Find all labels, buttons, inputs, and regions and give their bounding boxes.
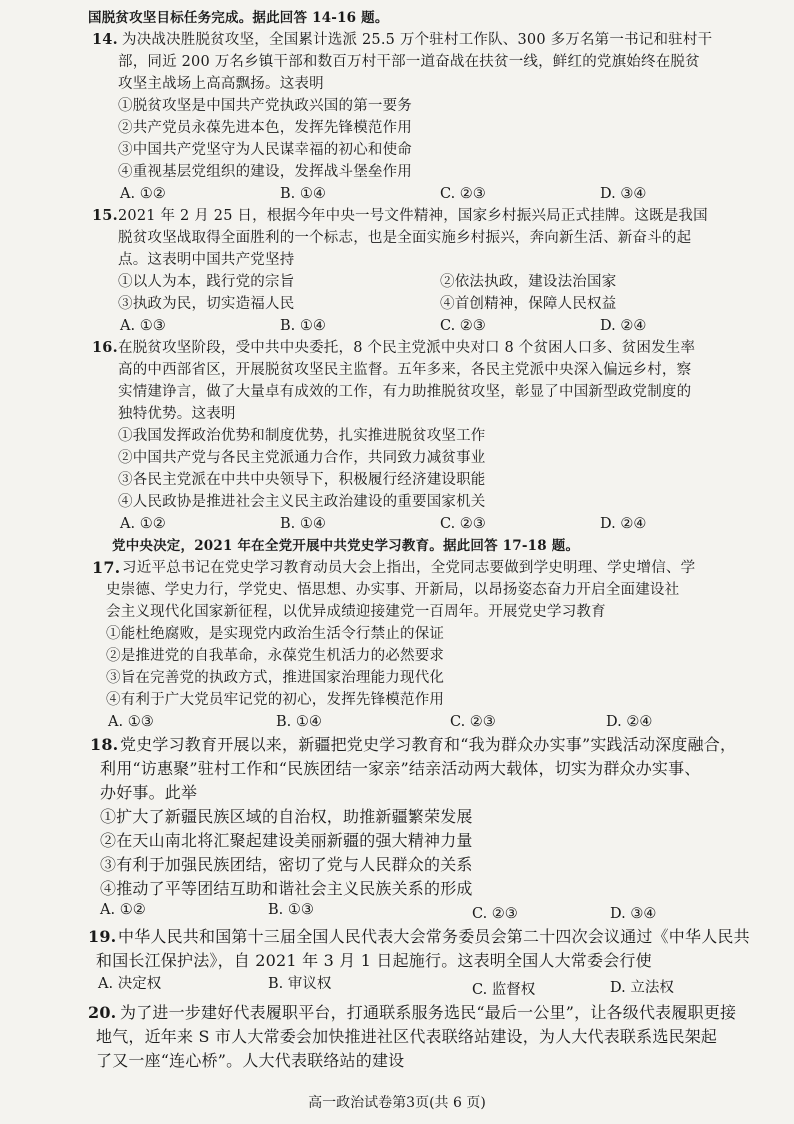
statement-item: ②是推进党的自我革命，永葆党生机活力的必然要求 (106, 648, 445, 664)
option-c: C. ②③ (440, 318, 486, 334)
question-stem-line: 利用“访惠聚”驻村工作和“民族团结一家亲”结亲活动两大载体，切实为群众办实事、 (100, 759, 701, 778)
option-c: C. ②③ (450, 714, 496, 730)
question-number: 17. (92, 558, 121, 577)
option-d: D. ②④ (600, 318, 647, 334)
option-b: B. ①④ (280, 516, 326, 532)
question-stem-line: 实情建诤言，做了大量卓有成效的工作，有力助推脱贫攻坚，彰显了中国新型政党制度的 (118, 384, 692, 400)
question-stem-line: 了又一座“连心桥”。人大代表联络站的建设 (96, 1051, 405, 1070)
question-number: 16. (92, 339, 118, 356)
option-c: C. ②③ (472, 906, 518, 922)
statement-item: ①以人为本，践行党的宗旨 (118, 274, 295, 290)
section-intro-17-18: 党中央决定，2021 年在全党开展中共党史学习教育。据此回答 17-18 题。 (112, 538, 580, 554)
option-a: A. ①② (100, 902, 146, 918)
statement-item: ②共产党员永葆先进本色，发挥先锋模范作用 (118, 120, 412, 136)
question-number: 15. (92, 207, 118, 224)
option-a: A. 决定权 (98, 976, 162, 992)
option-a: A. ①③ (120, 318, 166, 334)
question-stem-line: 地气，近年来 S 市人大常委会加快推进社区代表联络站建设，为人大代表联系选民架起 (96, 1027, 718, 1046)
statement-item: ④有利于广大党员牢记党的初心，发挥先锋模范作用 (106, 692, 445, 708)
statement-item: ①脱贫攻坚是中国共产党执政兴国的第一要务 (118, 98, 412, 114)
statement-item: ④重视基层党组织的建设，发挥战斗堡垒作用 (118, 164, 412, 180)
question-stem-line: 为了进一步建好代表履职平台，打通联系服务选民“最后一公里”，让各级代表履职更接 (120, 1003, 737, 1022)
statement-item: ①能杜绝腐败，是实现党内政治生活令行禁止的保证 (106, 626, 445, 642)
question-number: 14. (92, 31, 118, 48)
option-b: B. ①④ (280, 186, 326, 202)
question-stem-line: 为决战决胜脱贫攻坚，全国累计选派 25.5 万个驻村工作队、300 多万名第一书记和驻村干 (122, 32, 713, 48)
statement-item: ①扩大了新疆民族区域的自治权，助推新疆繁荣发展 (100, 807, 473, 826)
option-d: D. 立法权 (610, 980, 674, 996)
question-stem-line: 和国长江保护法》，自 2021 年 3 月 1 日起施行。这表明全国人大常委会行使 (96, 951, 652, 970)
statement-item: ②在天山南北将汇聚起建设美丽新疆的强大精神力量 (100, 831, 473, 850)
option-b: B. 审议权 (268, 976, 332, 992)
page-footer: 高一政治试卷第3页(共 6 页) (308, 1095, 486, 1111)
question-stem-line: 2021 年 2 月 25 日，根据今年中央一号文件精神，国家乡村振兴局正式挂牌。这既是我国 (118, 208, 708, 224)
question-stem-line: 攻坚主战场上高高飘扬。这表明 (118, 76, 324, 92)
question-stem-line: 部，同近 200 万名乡镇干部和数百万村干部一道奋战在扶贫一线，鲜红的党旗始终在脱贫 (118, 54, 700, 70)
question-number: 18. (90, 735, 119, 754)
statement-item: ③执政为民，切实造福人民 (118, 296, 295, 312)
statement-item: ③旨在完善党的执政方式，推进国家治理能力现代化 (106, 670, 445, 686)
question-stem-line: 党史学习教育开展以来，新疆把党史学习教育和“我为群众办实事”实践活动深度融合， (120, 735, 737, 754)
statement-item: ②依法执政，建设法治国家 (440, 274, 617, 290)
statement-item: ④人民政协是推进社会主义民主政治建设的重要国家机关 (118, 494, 486, 510)
option-a: A. ①② (120, 186, 166, 202)
option-d: D. ②④ (600, 516, 647, 532)
option-a: A. ①③ (108, 714, 154, 730)
question-stem-line: 独特优势。这表明 (118, 406, 236, 422)
option-d: D. ③④ (610, 906, 657, 922)
question-number: 20. (88, 1003, 117, 1022)
question-stem-line: 习近平总书记在党史学习教育动员大会上指出，全党同志要做到学史明理、学史增信、学 (122, 560, 696, 576)
option-d: D. ③④ (600, 186, 647, 202)
question-stem-line: 高的中西部省区，开展脱贫攻坚民主监督。五年多来，各民主党派中央深入偏远乡村，察 (118, 362, 692, 378)
question-stem-line: 史崇德、学史力行，学党史、悟思想、办实事、开新局，以昂扬姿态奋力开启全面建设社 (106, 582, 680, 598)
section-intro-14-16: 国脱贫攻坚目标任务完成。据此回答 14-16 题。 (88, 10, 389, 26)
statement-item: ③有利于加强民族团结，密切了党与人民群众的关系 (100, 855, 473, 874)
question-stem-line: 中华人民共和国第十三届全国人民代表大会常务委员会第二十四次会议通过《中华人民共 (118, 927, 750, 946)
statement-item: ③中国共产党坚守为人民谋幸福的初心和使命 (118, 142, 412, 158)
option-c: C. ②③ (440, 516, 486, 532)
statement-item: ④推动了平等团结互助和谐社会主义民族关系的形成 (100, 879, 473, 898)
statement-item: ③各民主党派在中共中央领导下，积极履行经济建设职能 (118, 472, 486, 488)
option-b: B. ①④ (280, 318, 326, 334)
option-a: A. ①② (120, 516, 166, 532)
statement-item: ②中国共产党与各民主党派通力合作，共同致力减贫事业 (118, 450, 486, 466)
statement-item: ④首创精神，保障人民权益 (440, 296, 617, 312)
option-c: C. 监督权 (472, 982, 536, 998)
question-stem-line: 脱贫攻坚战取得全面胜利的一个标志，也是全面实施乡村振兴，奔向新生活、新奋斗的起 (118, 230, 692, 246)
option-d: D. ②④ (606, 714, 653, 730)
question-stem-line: 会主义现代化国家新征程，以优异成绩迎接建党一百周年。开展党史学习教育 (106, 604, 606, 620)
question-stem-line: 在脱贫攻坚阶段，受中共中央委托，8 个民主党派中央对口 8 个贫困人口多、贫困发生率 (118, 340, 696, 356)
option-c: C. ②③ (440, 186, 486, 202)
option-b: B. ①③ (268, 902, 314, 918)
question-number: 19. (88, 927, 117, 946)
option-b: B. ①④ (276, 714, 322, 730)
question-stem-line: 点。这表明中国共产党坚持 (118, 252, 295, 268)
statement-item: ①我国发挥政治优势和制度优势，扎实推进脱贫攻坚工作 (118, 428, 486, 444)
question-stem-line: 办好事。此举 (100, 783, 198, 802)
